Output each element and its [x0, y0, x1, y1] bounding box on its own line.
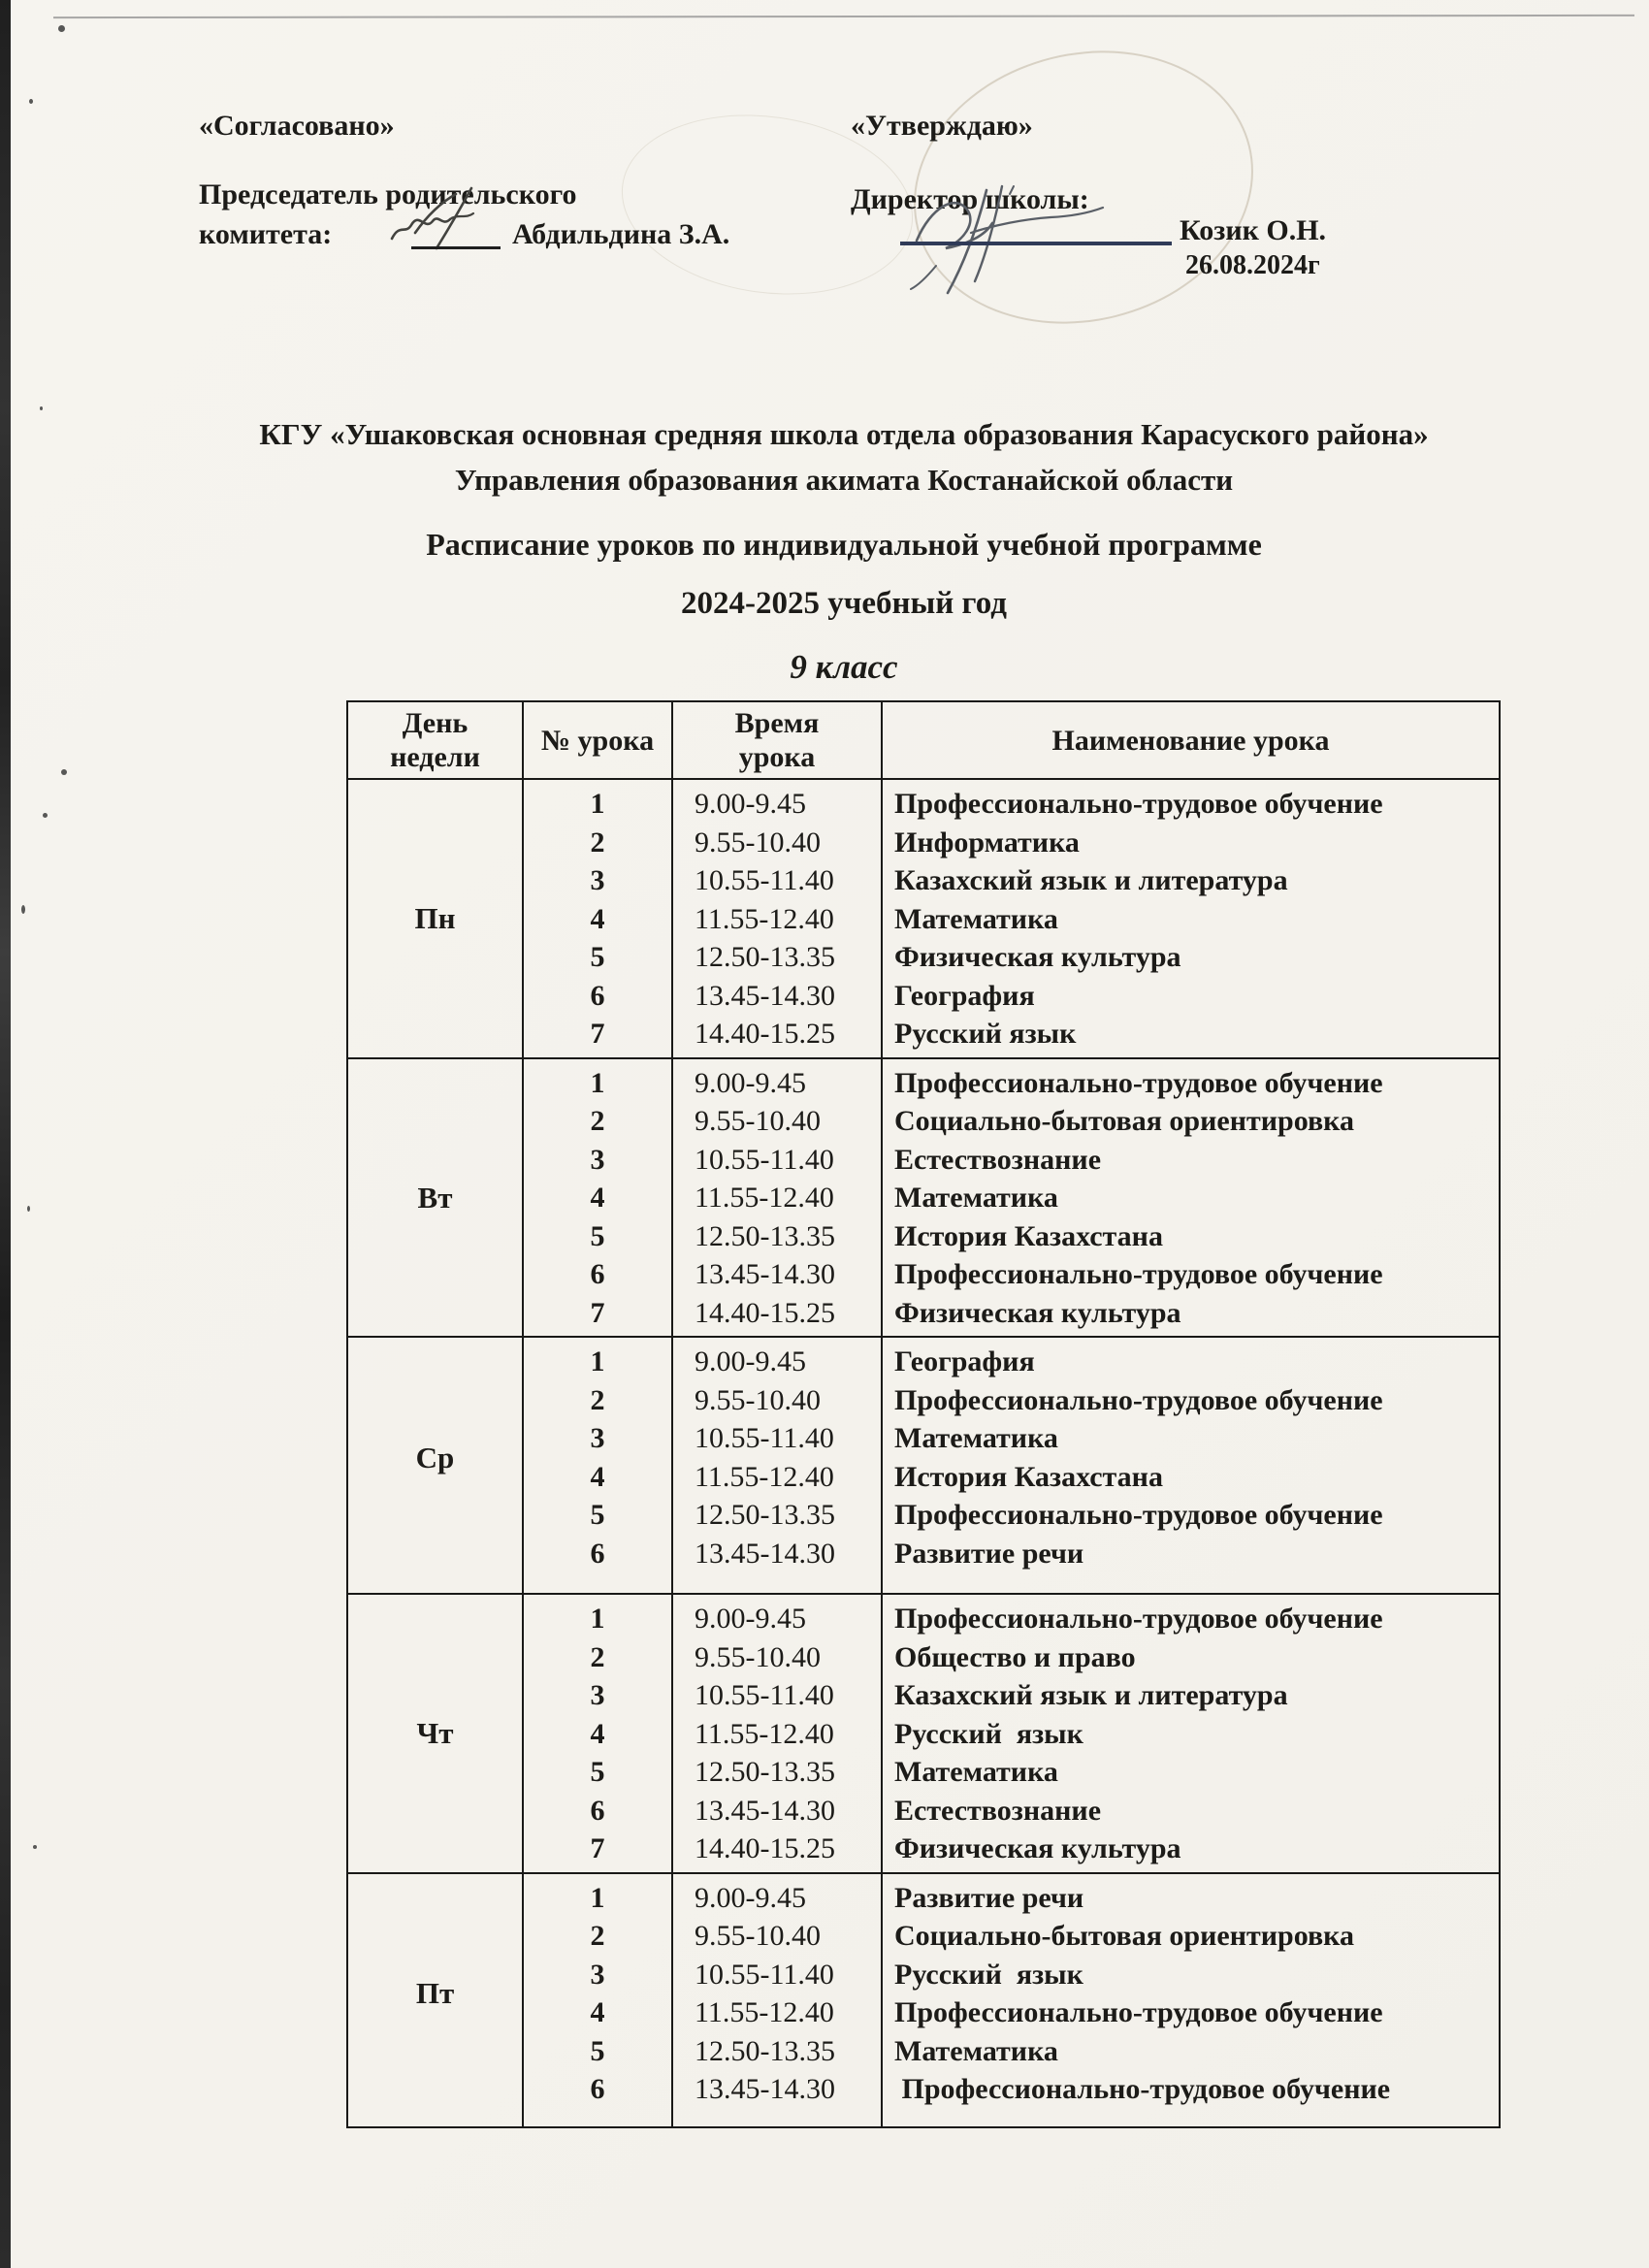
lesson-time: 12.50-13.35 — [695, 941, 835, 973]
day-label: Пт — [347, 1873, 523, 2127]
lesson-subject: География — [894, 979, 1035, 1012]
header-time-line2: урока — [738, 741, 816, 773]
lesson-time: 9.55-10.40 — [695, 1920, 821, 1952]
lesson-number: 3 — [590, 1958, 605, 1991]
lesson-number: 2 — [590, 1920, 605, 1952]
lesson-subject: Математика — [894, 902, 1058, 935]
day-row — [347, 1058, 1500, 1338]
schedule-table — [346, 700, 1501, 2128]
scan-speck — [43, 813, 48, 818]
lesson-number: 5 — [590, 2034, 605, 2067]
lesson-time: 9.00-9.45 — [695, 1881, 806, 1914]
school-year: 2024-2025 учебный год — [681, 586, 1007, 621]
lesson-subject: Развитие речи — [894, 1537, 1084, 1570]
lesson-number: 1 — [590, 1603, 605, 1635]
lesson-number: 5 — [590, 1219, 605, 1252]
lesson-number: 7 — [590, 1296, 605, 1329]
lesson-number: 2 — [590, 1105, 605, 1137]
lesson-time: 13.45-14.30 — [695, 2073, 835, 2105]
day-label: Вт — [347, 1058, 523, 1338]
lesson-time: 9.55-10.40 — [695, 1383, 821, 1416]
scan-speck — [29, 99, 33, 104]
day-label: Чт — [347, 1594, 523, 1873]
chairman-signature-line — [411, 246, 501, 249]
scan-edge-shadow — [0, 0, 11, 2268]
lesson-number: 1 — [590, 1066, 605, 1099]
lesson-time: 11.55-12.40 — [695, 1182, 834, 1214]
lesson-subject: Естествознание — [894, 1794, 1102, 1827]
lesson-number: 4 — [590, 1996, 605, 2028]
lesson-subject: История Казахстана — [894, 1219, 1163, 1252]
school-name-line1: КГУ «Ушаковская основная средняя школа отдела образования Карасуского района» — [259, 417, 1429, 451]
lesson-subject: Казахский язык и литература — [894, 864, 1288, 896]
lesson-time: 12.50-13.35 — [695, 2034, 835, 2067]
lesson-number: 4 — [590, 1460, 605, 1493]
grade-label: 9 класс — [790, 648, 898, 686]
header-lesson-time — [672, 701, 882, 779]
lesson-time-cell — [672, 1337, 882, 1594]
lesson-number: 6 — [590, 979, 605, 1012]
lesson-number-cell — [523, 1594, 672, 1873]
scan-speck — [58, 25, 65, 32]
lesson-time: 9.55-10.40 — [695, 1640, 821, 1673]
lesson-number: 3 — [590, 1143, 605, 1176]
approval-date: 26.08.2024г — [1185, 250, 1320, 280]
lesson-number: 4 — [590, 902, 605, 935]
lesson-number: 6 — [590, 1537, 605, 1570]
scan-speck — [61, 769, 67, 775]
lesson-subject: Математика — [894, 2034, 1058, 2067]
school-name-line2: Управления образования акимата Костанайской области — [454, 463, 1234, 497]
lesson-number: 2 — [590, 826, 605, 859]
schedule-table-body — [347, 779, 1500, 2127]
lesson-subject: Социально-бытовая ориентировка — [894, 1105, 1354, 1137]
lesson-number: 2 — [590, 1640, 605, 1673]
lesson-time: 9.00-9.45 — [695, 1603, 806, 1635]
day-label: Пн — [347, 779, 523, 1058]
chairman-name: Абдильдина З.А. — [512, 218, 730, 250]
lesson-number: 7 — [590, 1018, 605, 1050]
lesson-time: 11.55-12.40 — [695, 902, 834, 935]
lesson-subject: Профессионально-трудовое обучение — [894, 1499, 1383, 1531]
lesson-number: 1 — [590, 1345, 605, 1377]
day-label: Ср — [347, 1337, 523, 1594]
director-name: Козик О.Н. — [1180, 214, 1327, 246]
lesson-number: 5 — [590, 1499, 605, 1531]
lesson-time: 14.40-15.25 — [695, 1018, 835, 1050]
lesson-time: 10.55-11.40 — [695, 1422, 834, 1454]
lesson-number: 1 — [590, 788, 605, 820]
day-row — [347, 1337, 1500, 1594]
day-row — [347, 1594, 1500, 1873]
lesson-time: 12.50-13.35 — [695, 1499, 835, 1531]
lesson-number: 4 — [590, 1182, 605, 1214]
lesson-number-cell — [523, 1337, 672, 1594]
lesson-time: 10.55-11.40 — [695, 1143, 834, 1176]
lesson-time: 13.45-14.30 — [695, 979, 835, 1012]
lesson-subject: Информатика — [894, 826, 1080, 859]
lesson-subject: Профессионально-трудовое обучение — [894, 1066, 1383, 1099]
lesson-time: 12.50-13.35 — [695, 1219, 835, 1252]
lesson-time: 11.55-12.40 — [695, 1996, 834, 2028]
lesson-number: 7 — [590, 1832, 605, 1864]
director-signature-line — [900, 242, 1172, 245]
lesson-subject: География — [894, 1345, 1035, 1377]
header-day-line2: недели — [390, 741, 480, 773]
lesson-number: 3 — [590, 1422, 605, 1454]
lesson-subject-cell — [882, 1594, 1500, 1873]
lesson-subject: Развитие речи — [894, 1881, 1084, 1914]
lesson-subject: История Казахстана — [894, 1460, 1163, 1493]
agreed-label: «Согласовано» — [199, 110, 395, 142]
lesson-time: 10.55-11.40 — [695, 1679, 834, 1711]
lesson-subject: Математика — [894, 1182, 1058, 1214]
lesson-subject: Русский язык — [894, 1958, 1083, 1991]
lesson-time-cell — [672, 779, 882, 1058]
header-time-line1: Время — [734, 707, 820, 739]
lesson-number: 5 — [590, 941, 605, 973]
lesson-subject: Профессионально-трудовое обучение — [894, 1258, 1383, 1290]
lesson-time: 9.55-10.40 — [695, 1105, 821, 1137]
lesson-number: 3 — [590, 1679, 605, 1711]
lesson-subject: Естествознание — [894, 1143, 1102, 1176]
lesson-subject: Математика — [894, 1422, 1058, 1454]
table-header-row — [347, 701, 1500, 779]
chairman-signature — [386, 184, 510, 254]
lesson-number-cell — [523, 779, 672, 1058]
lesson-number: 1 — [590, 1881, 605, 1914]
lesson-time: 9.55-10.40 — [695, 826, 821, 859]
lesson-time: 12.50-13.35 — [695, 1756, 835, 1788]
lesson-subject: Профессионально-трудовое обучение — [894, 1996, 1383, 2028]
header-day-line1: День — [402, 707, 469, 739]
lesson-number: 6 — [590, 1258, 605, 1290]
lesson-number: 2 — [590, 1383, 605, 1416]
lesson-subject-cell — [882, 1058, 1500, 1338]
lesson-time: 13.45-14.30 — [695, 1537, 835, 1570]
lesson-time: 11.55-12.40 — [695, 1460, 834, 1493]
lesson-subject: Профессионально-трудовое обучение — [894, 1383, 1383, 1416]
lesson-time: 10.55-11.40 — [695, 864, 834, 896]
chairman-role-line2: комитета: — [199, 218, 333, 250]
lesson-time-cell — [672, 1594, 882, 1873]
lesson-time: 10.55-11.40 — [695, 1958, 834, 1991]
header-lesson-name: Наименование урока — [882, 701, 1500, 779]
title-block — [87, 411, 1600, 688]
lesson-time: 9.00-9.45 — [695, 1066, 806, 1099]
lesson-number: 6 — [590, 2073, 605, 2105]
header-lesson-number: № урока — [523, 701, 672, 779]
lesson-time: 13.45-14.30 — [695, 1794, 835, 1827]
document-title: Расписание уроков по индивидуальной учебной программе — [426, 527, 1262, 562]
lesson-subject: Математика — [894, 1756, 1058, 1788]
scan-speck — [40, 406, 43, 410]
lesson-time-cell — [672, 1873, 882, 2127]
lesson-subject-cell — [882, 1337, 1500, 1594]
lesson-number-cell — [523, 1058, 672, 1338]
lesson-time: 9.00-9.45 — [695, 788, 806, 820]
lesson-number: 4 — [590, 1717, 605, 1750]
scan-speck — [27, 1206, 30, 1212]
approved-label: «Утверждаю» — [851, 110, 1033, 142]
director-signature — [878, 173, 1130, 299]
lesson-subject: Физическая культура — [894, 941, 1181, 973]
lesson-number: 3 — [590, 864, 605, 896]
lesson-subject-cell — [882, 779, 1500, 1058]
lesson-subject: Русский язык — [894, 1717, 1083, 1750]
chairman-role-line1: Председатель родительского — [199, 178, 577, 211]
lesson-subject: Общество и право — [894, 1640, 1136, 1673]
header-day-of-week — [347, 701, 523, 779]
lesson-time-cell — [672, 1058, 882, 1338]
lesson-subject: Физическая культура — [894, 1296, 1181, 1329]
lesson-number: 5 — [590, 1756, 605, 1788]
director-role: Директор школы: — [851, 183, 1089, 215]
day-row — [347, 779, 1500, 1058]
lesson-subject: Физическая культура — [894, 1832, 1181, 1864]
lesson-number-cell — [523, 1873, 672, 2127]
lesson-time: 11.55-12.40 — [695, 1717, 834, 1750]
lesson-subject: Социально-бытовая ориентировка — [894, 1920, 1354, 1952]
lesson-time: 14.40-15.25 — [695, 1832, 835, 1864]
scan-speck — [21, 905, 25, 914]
lesson-subject: Профессионально-трудовое обучение — [894, 1603, 1383, 1635]
scan-top-line — [53, 15, 1634, 18]
lesson-subject: Профессионально-трудовое обучение — [894, 2073, 1391, 2105]
lesson-subject: Русский язык — [894, 1018, 1077, 1050]
lesson-time: 14.40-15.25 — [695, 1296, 835, 1329]
scan-speck — [33, 1845, 37, 1849]
lesson-time: 13.45-14.30 — [695, 1258, 835, 1290]
lesson-subject: Профессионально-трудовое обучение — [894, 788, 1383, 820]
lesson-number: 6 — [590, 1794, 605, 1827]
day-row — [347, 1873, 1500, 2127]
lesson-time: 9.00-9.45 — [695, 1345, 806, 1377]
lesson-subject: Казахский язык и литература — [894, 1679, 1288, 1711]
lesson-subject-cell — [882, 1873, 1500, 2127]
